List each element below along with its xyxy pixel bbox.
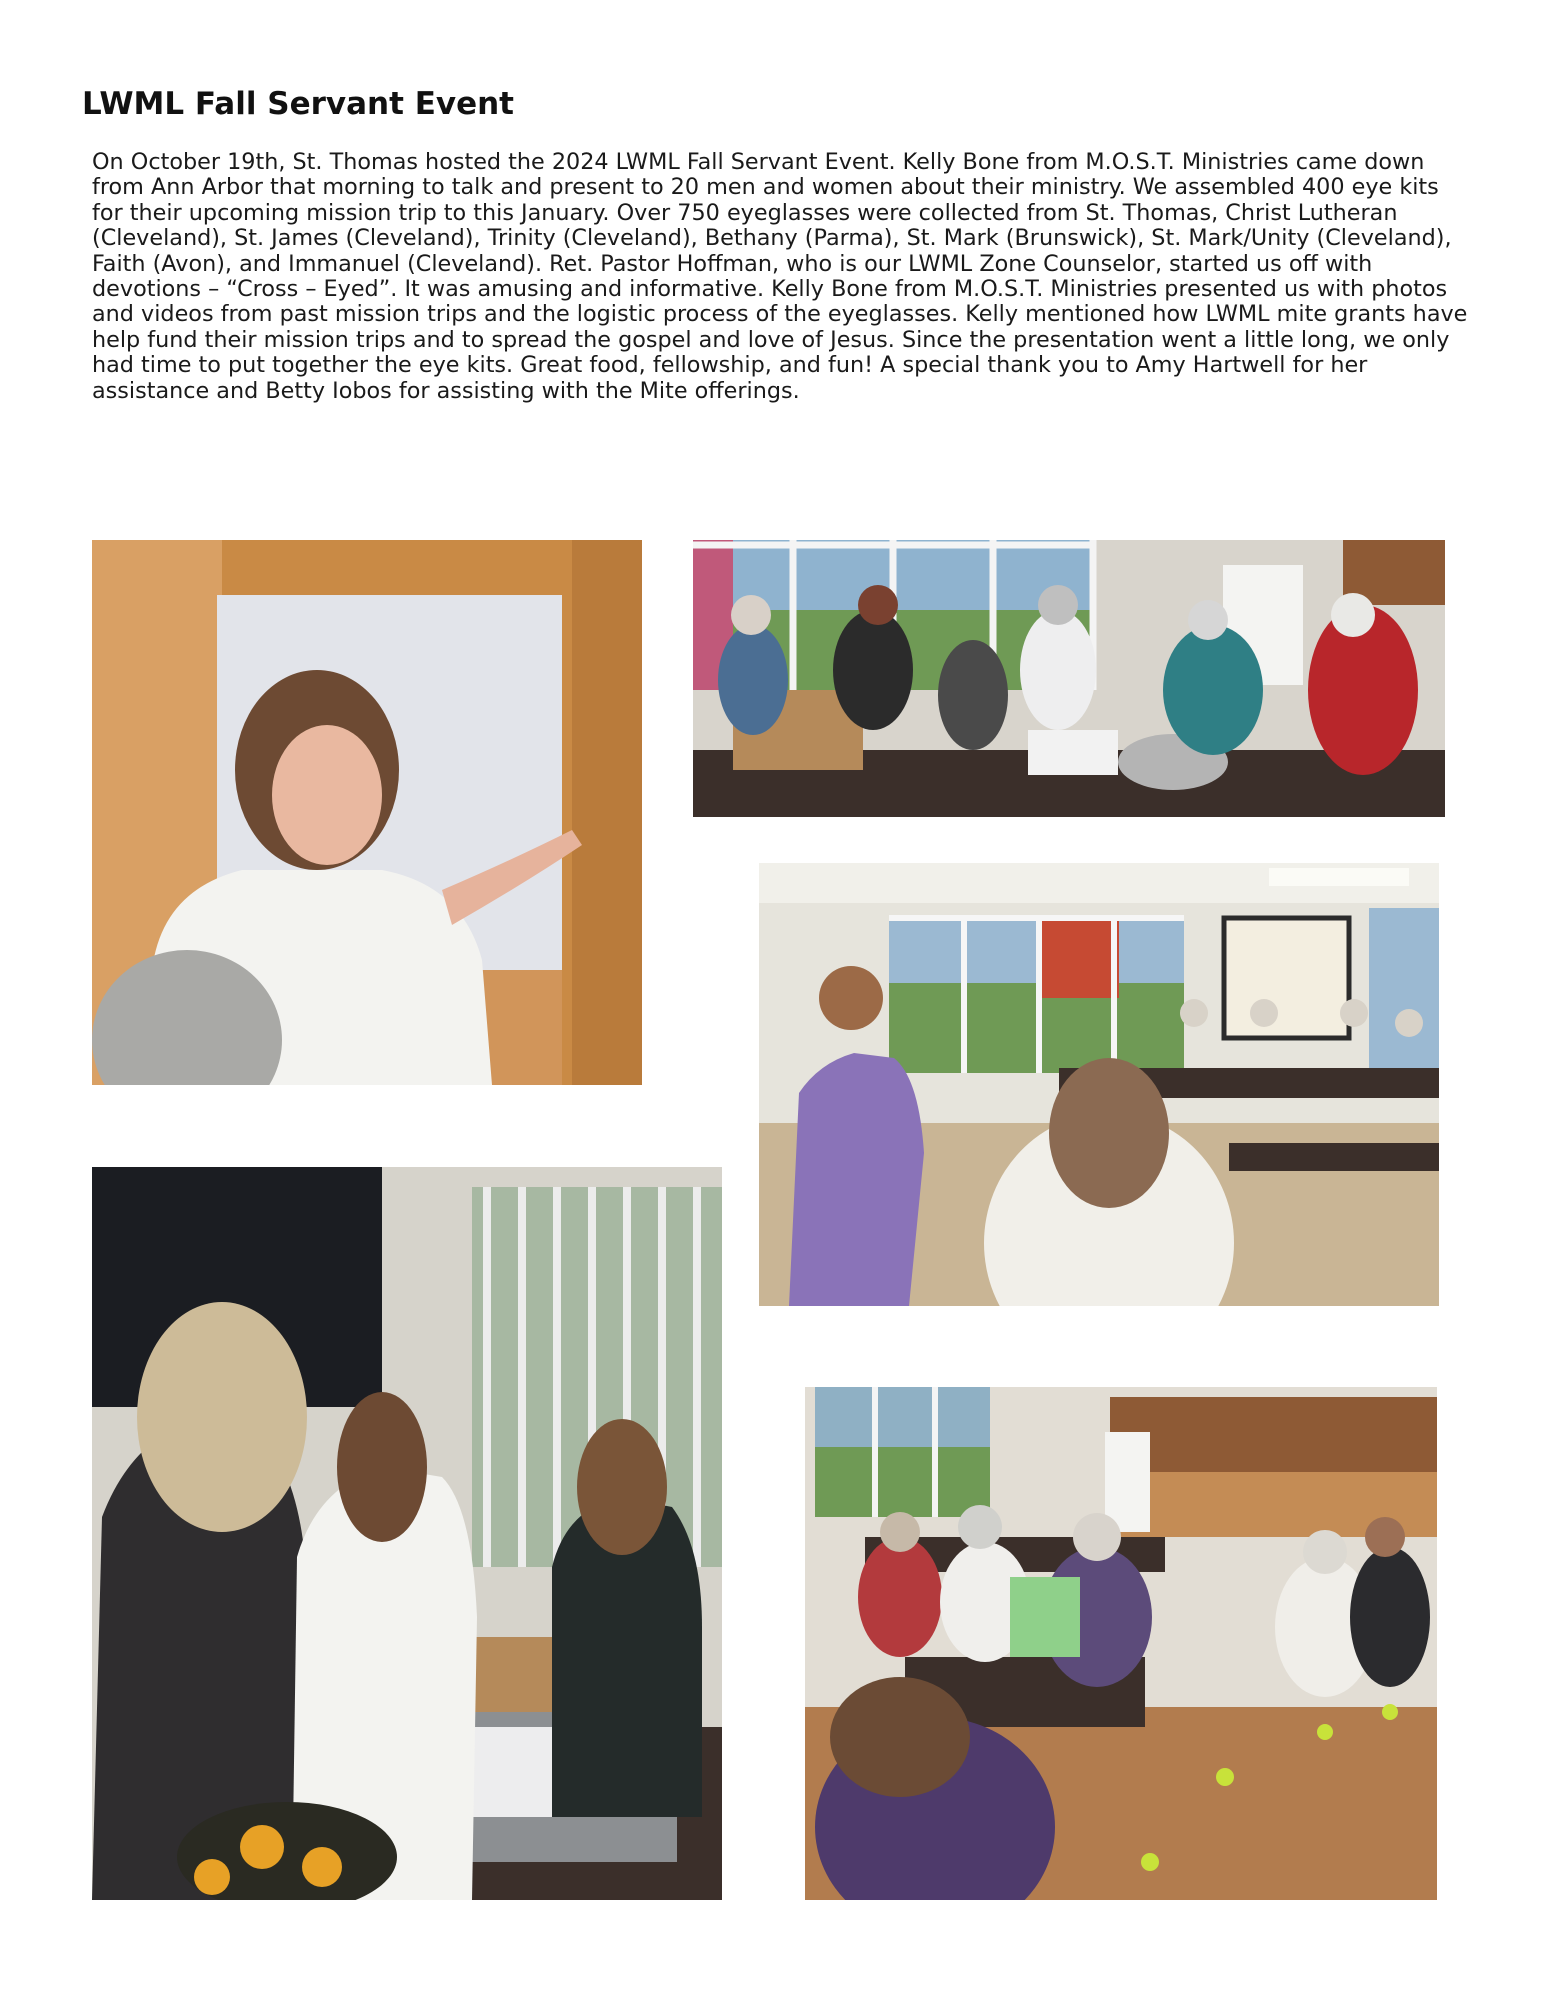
photo-packing-eyeglasses [92,1167,722,1900]
page-title: LWML Fall Servant Event [82,86,515,122]
article-body: On October 19th, St. Thomas hosted the 2024 LWML Fall Servant Event. Kelly Bone from M.O.S.T. Ministries came down from Ann Arbor that morning to talk and present to 20 men and women about their ministry. We assembled 400 eye kits for their upcoming mission trip to this January. Over 750 eyeglasses were collected from St. Thomas, Christ Lutheran (Cleveland), St. James (Cleveland), Trinity (Cleveland), Bethany (Parma), St. Mark (Brunswick), St. Mark/Unity (Cleveland), Faith (Avon), and Immanuel (Cleveland). Ret. Pastor Hoffman, who is our LWML Zone Counselor, started us off with devotions – “Cross – Eyed”. It was amusing and informative. Kelly Bone from M.O.S.T. Ministries presented us with photos and videos from past mission trips and the logistic process of the eyeglasses. Kelly mentioned how LWML mite grants have help fund their mission trips and to spread the gospel and love of Jesus. Since the presentation went a little long, we only had time to put together the eye kits. Great food, fellowship, and fun! A special thank you to Amy Hartwell for her assistance and Betty Iobos for assisting with the Mite offerings. [92,149,1468,404]
photo-volunteers-assembling [693,540,1445,817]
photo-fellowship-tables [805,1387,1437,1900]
photo-presenter-speaking [92,540,642,1085]
photo-presentation-room [759,863,1439,1306]
